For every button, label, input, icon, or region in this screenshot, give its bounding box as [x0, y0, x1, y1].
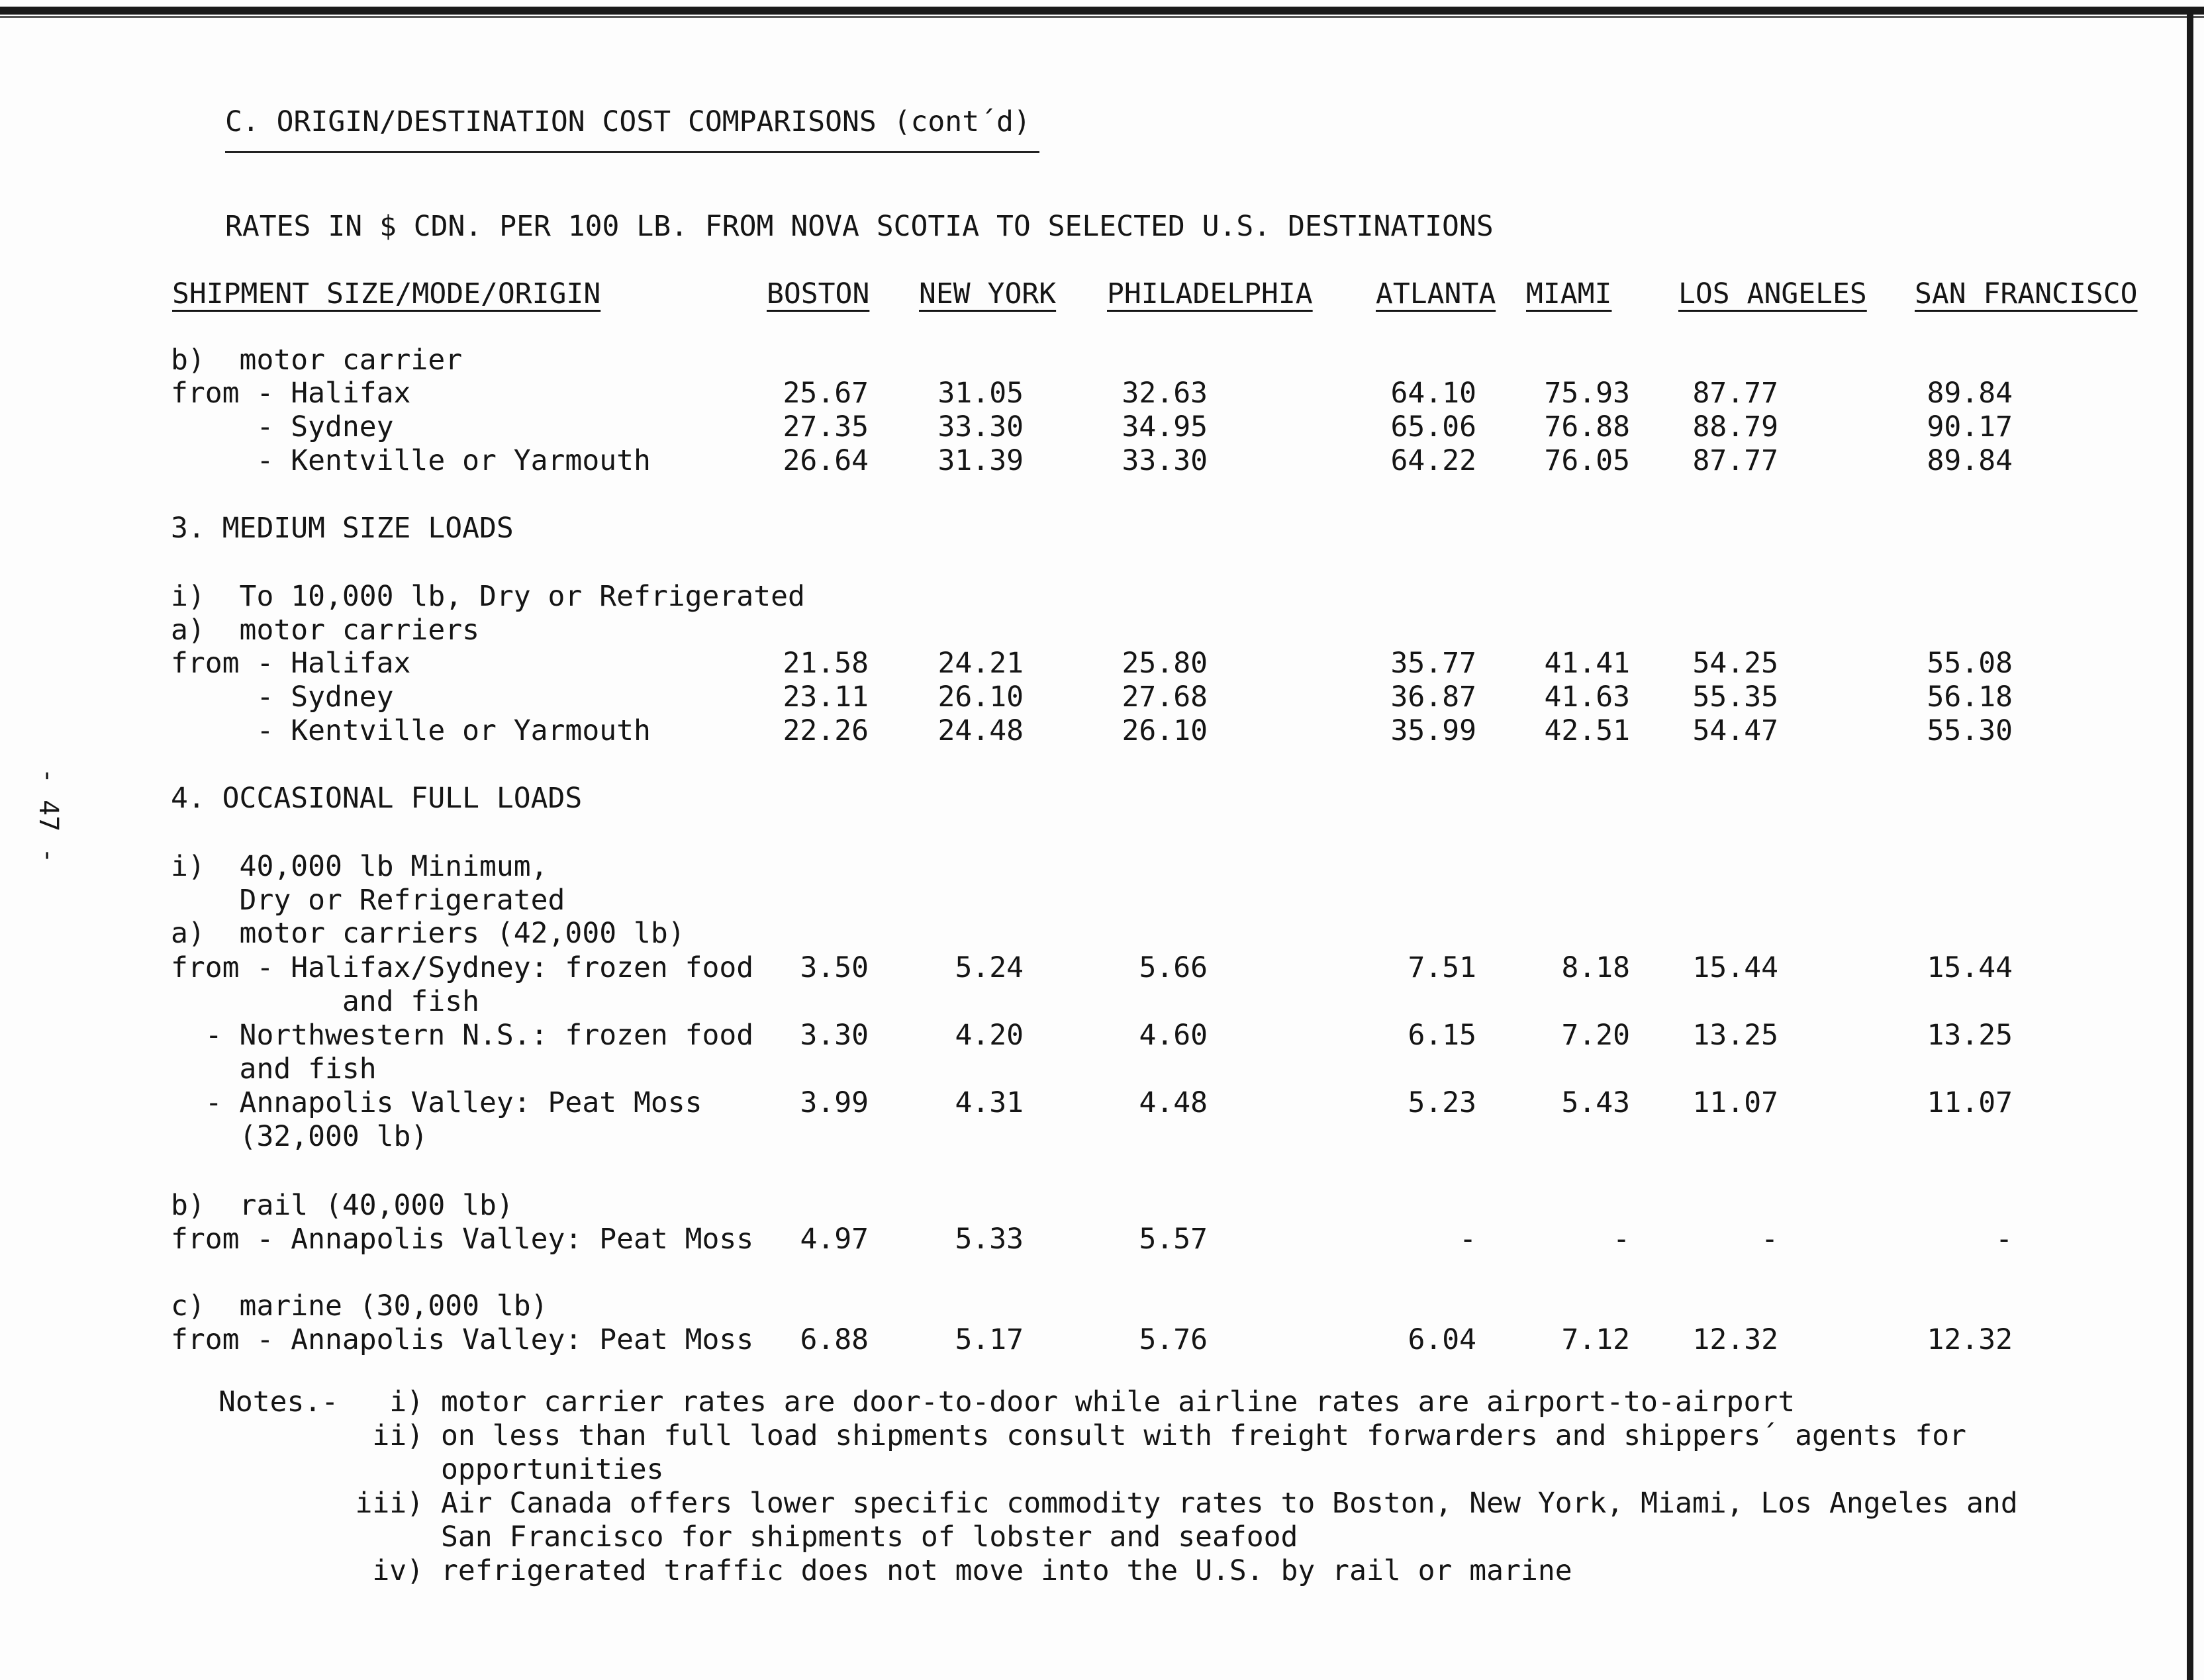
cell-philadelphia: 34.95	[1122, 410, 1208, 443]
note-text: opportunities	[441, 1453, 664, 1486]
row-label: from - Annapolis Valley: Peat Moss	[171, 1323, 754, 1356]
cell-san-francisco: -	[1995, 1223, 2013, 1256]
cell-atlanta: 64.22	[1390, 444, 1476, 477]
cell-boston: 22.26	[783, 714, 869, 747]
row-label: 3. MEDIUM SIZE LOADS	[171, 512, 514, 545]
row-label: - Northwestern N.S.: frozen food	[171, 1019, 754, 1052]
cell-atlanta: 5.23	[1408, 1086, 1476, 1119]
row-label: 4. OCCASIONAL FULL LOADS	[171, 782, 583, 815]
cell-philadelphia: 5.76	[1139, 1323, 1208, 1356]
cell-san-francisco: 11.07	[1927, 1086, 2013, 1119]
cell-boston: 26.64	[783, 444, 869, 477]
row-label: a) motor carriers	[171, 614, 479, 647]
cell-boston: 23.11	[783, 680, 869, 714]
cell-new-york: 33.30	[937, 410, 1024, 443]
row-label: - Annapolis Valley: Peat Moss	[171, 1086, 702, 1119]
right-border	[2187, 7, 2193, 1680]
row-label: - Sydney	[171, 410, 394, 443]
cell-miami: 7.20	[1561, 1019, 1630, 1052]
row-label: from - Halifax	[171, 647, 411, 680]
cell-los-angeles: 87.77	[1692, 377, 1778, 410]
row-label: and fish	[171, 1052, 377, 1086]
row-label: b) rail (40,000 lb)	[171, 1189, 514, 1222]
row-label: Dry or Refrigerated	[171, 884, 565, 917]
cell-atlanta: 6.04	[1408, 1323, 1476, 1356]
top-border-secondary	[0, 16, 2204, 18]
cell-atlanta: 35.99	[1390, 714, 1476, 747]
cell-miami: 41.63	[1544, 680, 1630, 714]
cell-atlanta: 7.51	[1408, 951, 1476, 984]
cell-new-york: 5.17	[955, 1323, 1024, 1356]
note-number: iii)	[355, 1487, 424, 1520]
cell-miami: 41.41	[1544, 647, 1630, 680]
row-label: (32,000 lb)	[171, 1120, 428, 1153]
header-origin: SHIPMENT SIZE/MODE/ORIGIN	[172, 277, 601, 310]
cell-atlanta: 36.87	[1390, 680, 1476, 714]
cell-miami: 76.88	[1544, 410, 1630, 443]
cell-san-francisco: 12.32	[1927, 1323, 2013, 1356]
header-atlanta: ATLANTA	[1376, 277, 1496, 310]
title-dashed-underline	[225, 151, 1039, 153]
note-number: ii)	[372, 1419, 424, 1452]
row-label: and fish	[171, 985, 479, 1018]
cell-new-york: 4.20	[955, 1019, 1024, 1052]
header-philadelphia: PHILADELPHIA	[1107, 277, 1313, 310]
header-boston: BOSTON	[767, 277, 870, 310]
cell-miami: 75.93	[1544, 377, 1630, 410]
cell-atlanta: 64.10	[1390, 377, 1476, 410]
row-label: a) motor carriers (42,000 lb)	[171, 917, 685, 950]
cell-los-angeles: 13.25	[1692, 1019, 1778, 1052]
cell-miami: 8.18	[1561, 951, 1630, 984]
note-text: refrigerated traffic does not move into the U.S. by rail or marine	[441, 1554, 1572, 1587]
row-label: from - Halifax/Sydney: frozen food	[171, 951, 754, 984]
notes-label: Notes.-	[218, 1385, 339, 1419]
cell-philadelphia: 5.66	[1139, 951, 1208, 984]
cell-boston: 25.67	[783, 377, 869, 410]
note-text: motor carrier rates are door-to-door while airline rates are airport-to-airport	[441, 1385, 1796, 1419]
table-subtitle: RATES IN $ CDN. PER 100 LB. FROM NOVA SCOTIA TO SELECTED U.S. DESTINATIONS	[225, 210, 1494, 243]
cell-los-angeles: 54.47	[1692, 714, 1778, 747]
cell-san-francisco: 89.84	[1927, 377, 2013, 410]
cell-miami: 42.51	[1544, 714, 1630, 747]
cell-philadelphia: 4.48	[1139, 1086, 1208, 1119]
cell-los-angeles: -	[1761, 1223, 1778, 1256]
top-border	[0, 7, 2204, 15]
cell-new-york: 4.31	[955, 1086, 1024, 1119]
cell-new-york: 5.24	[955, 951, 1024, 984]
cell-new-york: 31.05	[937, 377, 1024, 410]
header-miami: MIAMI	[1526, 277, 1612, 310]
header-new-york: NEW YORK	[919, 277, 1057, 310]
cell-boston: 3.30	[800, 1019, 869, 1052]
cell-san-francisco: 13.25	[1927, 1019, 2013, 1052]
cell-philadelphia: 25.80	[1122, 647, 1208, 680]
cell-boston: 27.35	[783, 410, 869, 443]
cell-san-francisco: 15.44	[1927, 951, 2013, 984]
page-number: - 47 -	[33, 768, 64, 864]
row-label: i) To 10,000 lb, Dry or Refrigerated	[171, 580, 805, 613]
cell-atlanta: -	[1459, 1223, 1476, 1256]
cell-philadelphia: 4.60	[1139, 1019, 1208, 1052]
cell-los-angeles: 15.44	[1692, 951, 1778, 984]
cell-san-francisco: 90.17	[1927, 410, 2013, 443]
note-number: i)	[389, 1385, 424, 1419]
cell-atlanta: 65.06	[1390, 410, 1476, 443]
cell-atlanta: 35.77	[1390, 647, 1476, 680]
section-title: C. ORIGIN/DESTINATION COST COMPARISONS (cont´d)	[225, 105, 1031, 138]
note-text: on less than full load shipments consult with freight forwarders and shippers´ agents for	[441, 1419, 1967, 1452]
cell-los-angeles: 54.25	[1692, 647, 1778, 680]
cell-philadelphia: 27.68	[1122, 680, 1208, 714]
cell-new-york: 5.33	[955, 1223, 1024, 1256]
note-number: iv)	[372, 1554, 424, 1587]
cell-new-york: 31.39	[937, 444, 1024, 477]
row-label: - Kentville or Yarmouth	[171, 444, 651, 477]
note-text: Air Canada offers lower specific commodity rates to Boston, New York, Miami, Los Angeles and	[441, 1487, 2018, 1520]
row-label: from - Halifax	[171, 377, 411, 410]
cell-boston: 4.97	[800, 1223, 869, 1256]
cell-new-york: 26.10	[937, 680, 1024, 714]
cell-san-francisco: 55.30	[1927, 714, 2013, 747]
cell-san-francisco: 56.18	[1927, 680, 2013, 714]
cell-philadelphia: 5.57	[1139, 1223, 1208, 1256]
cell-miami: 5.43	[1561, 1086, 1630, 1119]
cell-boston: 3.99	[800, 1086, 869, 1119]
cell-new-york: 24.48	[937, 714, 1024, 747]
cell-los-angeles: 11.07	[1692, 1086, 1778, 1119]
row-label: - Kentville or Yarmouth	[171, 714, 651, 747]
row-label: b) motor carrier	[171, 344, 463, 377]
note-text: San Francisco for shipments of lobster and seafood	[441, 1520, 1298, 1554]
row-label: i) 40,000 lb Minimum,	[171, 850, 548, 883]
cell-miami: -	[1613, 1223, 1630, 1256]
cell-miami: 76.05	[1544, 444, 1630, 477]
cell-los-angeles: 55.35	[1692, 680, 1778, 714]
cell-los-angeles: 88.79	[1692, 410, 1778, 443]
header-san-francisco: SAN FRANCISCO	[1915, 277, 2138, 310]
cell-boston: 6.88	[800, 1323, 869, 1356]
cell-san-francisco: 89.84	[1927, 444, 2013, 477]
cell-philadelphia: 33.30	[1122, 444, 1208, 477]
cell-miami: 7.12	[1561, 1323, 1630, 1356]
cell-philadelphia: 26.10	[1122, 714, 1208, 747]
cell-philadelphia: 32.63	[1122, 377, 1208, 410]
cell-san-francisco: 55.08	[1927, 647, 2013, 680]
cell-los-angeles: 87.77	[1692, 444, 1778, 477]
header-los-angeles: LOS ANGELES	[1678, 277, 1867, 310]
cell-los-angeles: 12.32	[1692, 1323, 1778, 1356]
cell-boston: 21.58	[783, 647, 869, 680]
row-label: c) marine (30,000 lb)	[171, 1289, 548, 1323]
row-label: from - Annapolis Valley: Peat Moss	[171, 1223, 754, 1256]
row-label: - Sydney	[171, 680, 394, 714]
cell-boston: 3.50	[800, 951, 869, 984]
cell-new-york: 24.21	[937, 647, 1024, 680]
cell-atlanta: 6.15	[1408, 1019, 1476, 1052]
